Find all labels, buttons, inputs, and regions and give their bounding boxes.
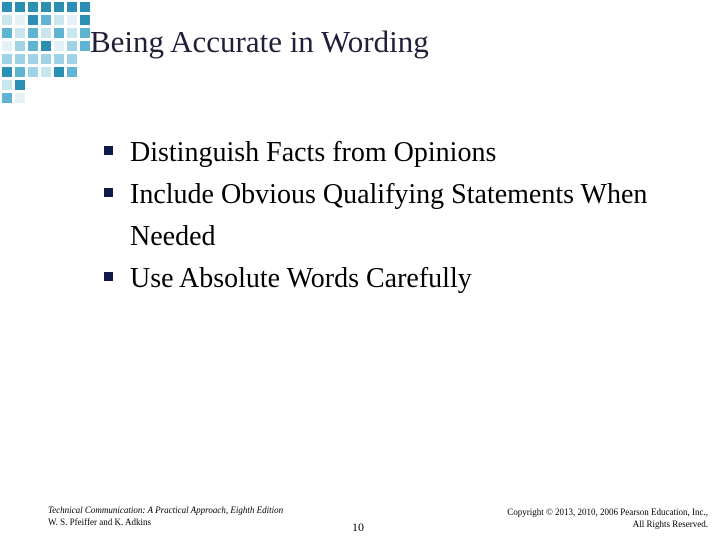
grid-tile bbox=[28, 28, 38, 38]
grid-tile bbox=[2, 28, 12, 38]
footer-book-title: Technical Communication: A Practical Approach, Eighth Edition bbox=[48, 505, 284, 515]
grid-tile bbox=[67, 28, 77, 38]
square-bullet-icon bbox=[104, 146, 113, 155]
decorative-tile-grid bbox=[0, 0, 85, 104]
grid-tile bbox=[28, 41, 38, 51]
grid-tile bbox=[15, 28, 25, 38]
grid-tile bbox=[67, 2, 77, 12]
copyright-line-1: Copyright © 2013, 2010, 2006 Pearson Education, Inc., bbox=[507, 507, 708, 517]
grid-tile bbox=[15, 54, 25, 64]
grid-tile bbox=[2, 54, 12, 64]
footer-book-credit bbox=[48, 504, 283, 528]
grid-tile bbox=[15, 67, 25, 77]
grid-tile bbox=[54, 41, 64, 51]
grid-tile bbox=[67, 41, 77, 51]
grid-tile bbox=[15, 93, 25, 103]
grid-tile bbox=[15, 41, 25, 51]
grid-tile bbox=[67, 54, 77, 64]
bullet-list bbox=[104, 132, 704, 300]
footer-copyright bbox=[507, 506, 708, 530]
grid-tile bbox=[80, 28, 90, 38]
bullet-item bbox=[104, 258, 704, 300]
grid-tile bbox=[67, 67, 77, 77]
grid-tile bbox=[28, 2, 38, 12]
grid-tile bbox=[15, 2, 25, 12]
grid-tile bbox=[41, 67, 51, 77]
slide-title: Being Accurate in Wording bbox=[90, 24, 429, 59]
grid-tile bbox=[15, 15, 25, 25]
copyright-line-2: All Rights Reserved. bbox=[632, 519, 708, 529]
grid-tile bbox=[54, 54, 64, 64]
grid-tile bbox=[41, 15, 51, 25]
grid-tile bbox=[41, 28, 51, 38]
bullet-text: Include Obvious Qualifying Statements When Needed bbox=[130, 179, 648, 252]
grid-tile bbox=[80, 41, 90, 51]
bullet-text: Distinguish Facts from Opinions bbox=[130, 137, 497, 168]
grid-tile bbox=[54, 28, 64, 38]
grid-tile bbox=[41, 2, 51, 12]
grid-tile bbox=[15, 80, 25, 90]
grid-tile bbox=[28, 15, 38, 25]
grid-tile bbox=[41, 41, 51, 51]
grid-tile bbox=[2, 93, 12, 103]
grid-tile bbox=[2, 41, 12, 51]
grid-tile bbox=[28, 54, 38, 64]
footer-authors: W. S. Pfeiffer and K. Adkins bbox=[48, 517, 151, 527]
grid-tile bbox=[80, 15, 90, 25]
grid-tile bbox=[2, 80, 12, 90]
square-bullet-icon bbox=[104, 188, 113, 197]
bullet-text: Use Absolute Words Carefully bbox=[130, 263, 472, 294]
grid-tile bbox=[67, 15, 77, 25]
page-number: 10 bbox=[352, 520, 364, 534]
grid-tile bbox=[41, 54, 51, 64]
grid-tile bbox=[54, 67, 64, 77]
square-bullet-icon bbox=[104, 272, 113, 281]
grid-tile bbox=[28, 67, 38, 77]
grid-tile bbox=[2, 2, 12, 12]
grid-tile bbox=[54, 15, 64, 25]
grid-tile bbox=[2, 67, 12, 77]
grid-tile bbox=[2, 15, 12, 25]
grid-tile bbox=[54, 2, 64, 12]
bullet-item bbox=[104, 174, 704, 258]
bullet-item bbox=[104, 132, 704, 174]
grid-tile bbox=[80, 2, 90, 12]
